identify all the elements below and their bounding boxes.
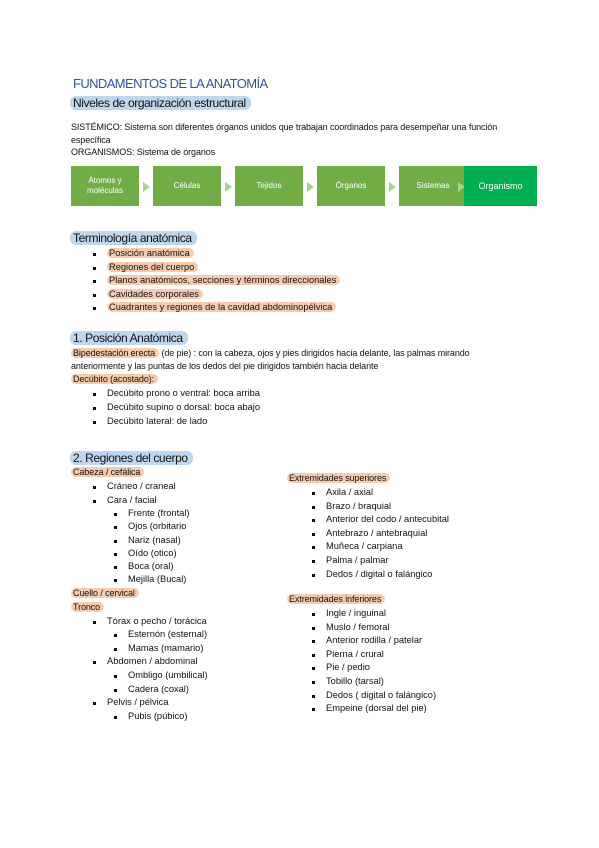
list-item: Cuadrantes y regiones de la cavidad abdominopélvica <box>107 302 340 316</box>
flow-step-celulas: Células <box>153 166 221 206</box>
sup-list <box>326 487 449 582</box>
list-item: Anterior del codo / antecubital <box>326 514 449 528</box>
list-item: Planos anatómicos, secciones y términos direccionales <box>107 275 340 289</box>
posicion-heading: 1. Posición Anatómica <box>70 331 188 345</box>
terminologia-list <box>107 248 340 316</box>
list-item: Pelvis / pélvica <box>107 697 169 711</box>
inf-list <box>326 608 436 717</box>
list-item: Decúbito prono o ventral: boca arriba <box>107 388 260 402</box>
pelvis-sub-list <box>128 711 187 725</box>
flow-step-organos: Órganos <box>317 166 385 206</box>
document-title: FUNDAMENTOS DE LA ANATOMÍA <box>73 76 268 91</box>
torax-sub-list <box>128 629 207 656</box>
bipedestacion-text: Bipedestación erecta (de pie) : con la cabeza, ojos y pies dirigidos hacia delante, las palmas mirando <box>73 348 470 358</box>
list-item: Decúbito supino o dorsal: boca abajo <box>107 402 260 416</box>
tronco-label: Tronco <box>71 602 104 612</box>
list-item: Muñeca / carpiana <box>326 541 449 555</box>
list-item: Boca (oral) <box>128 561 189 574</box>
list-item: Ojos (orbitario <box>128 521 189 534</box>
pelvis-list <box>107 697 169 711</box>
list-item: Regiones del cuerpo <box>107 262 340 276</box>
abdomen-sub-list <box>128 670 208 697</box>
list-item: Cadera (coxal) <box>128 684 208 698</box>
list-item: Mejilla (Bucal) <box>128 574 189 587</box>
list-item: Decúbito lateral: de lado <box>107 416 260 430</box>
flow-step-tejidos: Tejidos <box>235 166 303 206</box>
list-item: Anterior rodilla / patelar <box>326 635 436 649</box>
abdomen-list <box>107 656 197 670</box>
list-item: Abdomen / abdominal <box>107 656 197 670</box>
list-item: Cráneo / craneal <box>107 481 176 495</box>
list-item: Brazo / braquial <box>326 501 449 515</box>
list-item: Muslo / femoral <box>326 622 436 636</box>
list-item: Pubis (púbico) <box>128 711 187 725</box>
list-item: Dedos ( digital o falángico) <box>326 690 436 704</box>
list-item: Ombligo (umbilical) <box>128 670 208 684</box>
list-item: Cavidades corporales <box>107 289 340 303</box>
regiones-heading: 2. Regiones del cuerpo <box>70 451 193 465</box>
sistemico-text: SISTÉMICO: Sistema son diferentes órganos unidos que trabajan coordinados para desempeñar una función <box>71 122 498 132</box>
list-item: Antebrazo / antebraquial <box>326 528 449 542</box>
list-item: Cara / facial <box>107 495 176 509</box>
cabeza-list <box>107 481 176 508</box>
sup-heading: Extremidades superiores <box>287 473 390 483</box>
list-item: Tobillo (tarsal) <box>326 676 436 690</box>
decubito-label: Decúbito (acostado): <box>71 374 158 384</box>
terminologia-heading: Terminología anatómica <box>70 231 197 245</box>
list-item: Oído (otico) <box>128 548 189 561</box>
list-item: Mamas (mamario) <box>128 643 207 657</box>
cabeza-label: Cabeza / cefálica <box>71 467 144 477</box>
decubito-list <box>107 388 260 430</box>
list-item: Palma / palmar <box>326 555 449 569</box>
bipedestacion-term: Bipedestación erecta <box>71 348 159 358</box>
flow-arrow-icon <box>389 182 396 192</box>
list-item: Posición anatómica <box>107 248 340 262</box>
list-item: Ingle / inguinal <box>326 608 436 622</box>
list-item: Tórax o pecho / torácica <box>107 616 207 630</box>
flow-step-sistemas: Sistemas <box>399 166 467 206</box>
inf-heading: Extremidades inferiores <box>287 594 385 604</box>
list-item: Axila / axial <box>326 487 449 501</box>
bipedestacion-text-cont: anteriormente y las puntas de los dedos del pie dirigidos también hacia delante <box>71 361 379 371</box>
niveles-heading: Niveles de organización estructural <box>70 96 251 110</box>
list-item: Empeine (dorsal del pie) <box>326 703 436 717</box>
sistemico-text-cont: específica <box>71 135 111 145</box>
cuello-label: Cuello / cervical <box>71 588 139 598</box>
flow-arrow-icon <box>307 182 314 192</box>
list-item: Nariz (nasal) <box>128 535 189 548</box>
cara-list <box>128 508 189 588</box>
flow-step-organismo: Organismo <box>464 166 537 206</box>
list-item: Esternón (esternal) <box>128 629 207 643</box>
list-item: Frente (frontal) <box>128 508 189 521</box>
organismos-text: ORGANISMOS: Sistema de órganos <box>71 147 216 157</box>
list-item: Pie / pedio <box>326 662 436 676</box>
flow-arrow-icon <box>225 182 232 192</box>
flow-arrow-icon <box>143 182 150 192</box>
flow-step-atomos: Átomos y moléculas <box>71 166 139 206</box>
list-item: Pierna / crural <box>326 649 436 663</box>
torax-list <box>107 616 207 630</box>
organization-flow <box>71 166 537 206</box>
list-item: Dedos / digital o falángico <box>326 569 449 583</box>
